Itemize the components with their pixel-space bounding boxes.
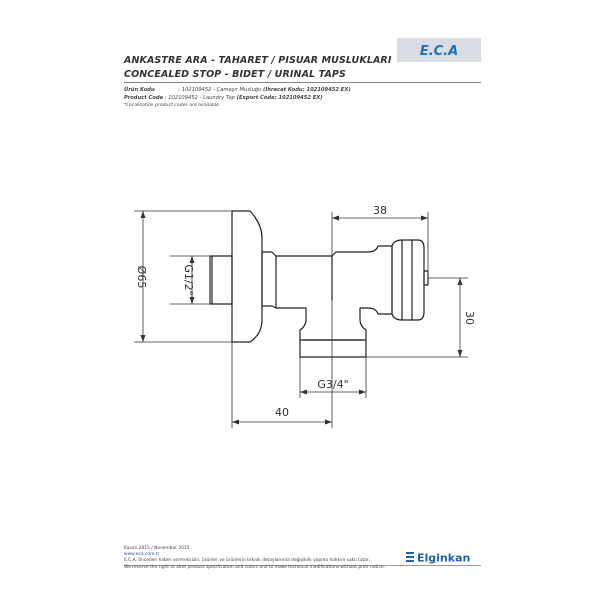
dim-30-arrow-bottom [458,350,463,357]
footer-date: Kasım 2015 / November 2015 [124,546,190,551]
dim-g12-arrow-bottom [190,297,195,304]
title-turkish: ANKASTRE ARA - TAHARET / PISUAR MUSLUKLARI [124,55,392,66]
localisation-note: *Localisation product codes are available. [124,103,221,108]
product-code-tr-label: Ürün Kodu [124,87,155,93]
dim-g34-arrow-left [300,390,307,395]
handle-cap [424,271,428,285]
dim-38-label: 38 [373,204,387,217]
dim-g34-label: G3/4" [317,378,349,391]
title-english: CONCEALED STOP - BIDET / URINAL TAPS [124,69,346,80]
product-code-tr-value: : 102109452 - Çamaşır Musluğu [178,87,263,93]
dim-40-arrow-left [232,420,239,425]
wall-flange [232,211,262,342]
dim-40-label: 40 [275,406,289,419]
product-code-tr-export: (İhracat Kodu: 102109452 EX) [262,87,351,93]
product-code-en-value: : 102109452 - Laundry Tap [164,95,237,101]
elginkan-logo [406,550,482,564]
elginkan-logo-text: Elginkan [417,551,471,564]
dim-65-arrow-top [141,211,146,218]
footer-disclaimer-tr: E.C.A. önceden haber vermeksizin, ürünler ve ürünlerin teknik detaylarında değişiklik yapma hakkını saklı tutar. [124,558,370,563]
inlet-thread [210,256,232,304]
eca-logo-text: E.C.A [419,44,459,59]
footer-website[interactable]: www.eca.com.tr [124,552,160,557]
dim-30-label: 30 [463,311,476,325]
product-code-en-label: Product Code [124,95,164,101]
handle [392,240,424,320]
dim-40-arrow-right [325,420,332,425]
dim-38-arrow-right [421,216,428,221]
valve-body [262,246,392,340]
dim-65-arrow-bottom [141,335,146,342]
dim-30-arrow-top [458,278,463,285]
dim-g12-arrow-top [190,256,195,263]
dim-g34-arrow-right [359,390,366,395]
elginkan-mark-icon [406,552,414,562]
dim-g12-label: G1/2" [182,264,195,296]
outlet-thread [300,340,366,357]
dim-38-arrow-left [332,216,339,221]
dim-65-label: Ø65 [135,265,148,289]
product-code-en-export: (Export Code: 102109452 EX) [236,95,323,101]
footer-disclaimer-en: We reserve the right to alter product specification and colors and to make technical modifications without prior notice. [124,565,385,570]
